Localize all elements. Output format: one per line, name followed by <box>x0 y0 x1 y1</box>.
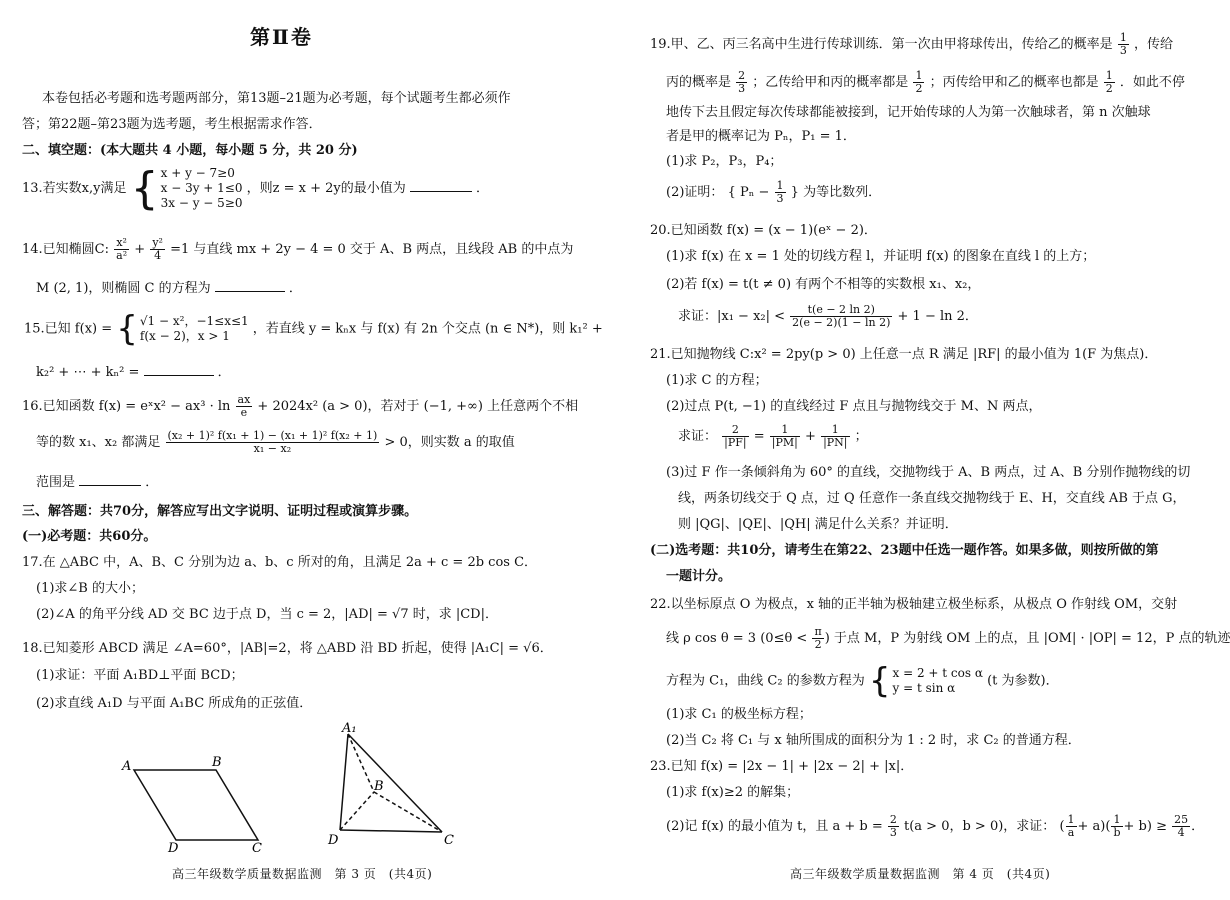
q22-range: 0≤θ < <box>765 631 808 647</box>
fraction <box>1104 70 1115 95</box>
denominator: 2 <box>915 82 923 96</box>
fraction <box>775 180 786 205</box>
numerator: t(e − 2 ln 2) <box>790 304 892 317</box>
q13-end: ． <box>476 181 490 196</box>
q15-line2-text: k₂² + ⋯ + kₙ² = <box>36 365 140 380</box>
fraction <box>888 814 899 839</box>
q16-line3-text: 范围是 <box>36 475 76 490</box>
rhombus-figure <box>110 752 280 856</box>
edge-d-b <box>340 792 374 830</box>
denominator: 4 <box>154 249 162 263</box>
right-paren: ) <box>1100 819 1106 835</box>
q15-suffix: ，若直线 y = kₙx 与 f(x) 有 2n 个交点 (n ∈ N*)，则 k₁² + <box>252 321 603 337</box>
elective-section-heading-line-2: 一题计分。 <box>666 569 732 584</box>
question-20: 20.已知函数 f(x) = (x − 1)(eˣ − 2)． <box>650 223 877 238</box>
brace-icon: { <box>130 162 159 214</box>
fraction <box>1118 32 1129 57</box>
fraction <box>722 424 748 449</box>
right-paren: ) <box>824 631 830 647</box>
q22-line3-start: 方程为 C₁，曲线 C₂ 的参数方程为 <box>666 673 865 689</box>
right-brace: } <box>790 185 799 201</box>
q13-constraint-2: x − 3y + 1≤0 <box>160 181 243 195</box>
q15-piecewise <box>116 309 249 349</box>
question-22-line-2 <box>666 626 1230 651</box>
rhombus-outline <box>134 770 258 840</box>
question-21-equation <box>678 424 868 449</box>
question-18-part-1: (1)求证：平面 A₁BD⊥平面 BCD； <box>36 668 244 683</box>
denominator: a <box>1067 826 1075 840</box>
numerator: (x₂ + 1)² f(x₁ + 1) − (x₁ + 1)² f(x₂ + 1) <box>167 429 378 442</box>
question-21-part-3-line-2: 线，两条切线交于 Q 点，过 Q 任意作一条直线交抛物线于 E、H，交直线 AB 于点 G， <box>678 491 1186 506</box>
question-19-part-1: (1)求 P₂，P₃，P₄； <box>666 154 783 169</box>
numerator: 1 <box>821 424 849 437</box>
fraction <box>1111 814 1122 839</box>
q13-prefix: 13.若实数x,y满足 <box>22 181 127 196</box>
question-23: 23.已知 f(x) = |2x − 1| + |2x − 2| + |x|． <box>650 759 914 774</box>
question-22-line-3 <box>666 661 1059 701</box>
fraction <box>913 70 924 95</box>
q19-line2-part-c: ；丙传给甲和乙的概率也都是 <box>929 75 1099 91</box>
vertex-label-b: B <box>212 755 222 770</box>
q22-line2-end: 于点 M，P 为射线 OM 上的点，且 |OM| · |OP| = 12，P 点的轨迹 <box>833 631 1230 647</box>
q19-line1-end: ，传给 <box>1133 37 1173 53</box>
elective-section-heading: (二)选考题：共10分，请考生在第22、23题中任选一题作答。如果多做，则按所做的第 <box>650 543 1159 558</box>
exam-page-4 <box>600 0 1230 900</box>
q23-part2-mid: t(a > 0，b > 0)，求证： <box>904 819 1056 835</box>
denominator: |PF| <box>724 436 747 450</box>
q15-case-2: f(x − 2)，x > 1 <box>139 329 230 343</box>
numerator: 1 <box>915 69 923 82</box>
q19-line1-start: 19.甲、乙、丙三名高中生进行传球训练．第一次由甲将球传出，传给乙的概率是 <box>650 37 1113 53</box>
numerator: 1 <box>1105 69 1113 82</box>
numerator: 2 <box>738 69 746 82</box>
fraction <box>1066 814 1077 839</box>
q15-prefix: 15.已知 f(x) = <box>24 321 113 337</box>
q16-line2-end: > 0，则实数 a 的取值 <box>384 435 515 451</box>
denominator: x₁ − x₂ <box>253 442 292 456</box>
question-13 <box>22 162 490 214</box>
left-paren: ( <box>760 631 766 647</box>
question-17-part-1: (1)求∠B 的大小； <box>36 581 144 596</box>
vertex-label-c: C <box>444 833 454 848</box>
q14-line2-text: M (2, 1)，则椭圆 C 的方程为 <box>36 281 211 296</box>
solution-section-heading: 三、解答题：共70分，解答应写出文字说明、证明过程或演算步骤。 <box>22 504 418 519</box>
question-19 <box>650 32 1173 57</box>
vertex-label-d: D <box>328 833 339 848</box>
q14-suffix: =1 与直线 mx + 2y − 4 = 0 交于 A、B 两点，且线段 AB 的中点为 <box>170 242 574 258</box>
fraction <box>821 424 849 449</box>
question-15 <box>24 309 603 349</box>
fraction <box>236 394 253 419</box>
equals-sign: = <box>753 429 765 445</box>
vertex-label-d: D <box>168 841 179 856</box>
numerator: y² <box>152 236 163 249</box>
question-21-part-2: (2)过点 P(t, −1) 的直线经过 F 点且与抛物线交于 M、N 两点， <box>666 399 1042 414</box>
question-16-line-2 <box>36 430 515 455</box>
question-16-line-3 <box>36 474 158 492</box>
left-paren: ( <box>1059 819 1065 835</box>
vertex-label-c: C <box>252 841 262 856</box>
question-22-part-1: (1)求 C₁ 的极坐标方程； <box>666 707 812 722</box>
vertex-label-b: B <box>374 779 384 794</box>
fraction <box>812 626 823 651</box>
edge-d-c <box>340 830 442 832</box>
q21-eq-label: 求证： <box>678 429 718 445</box>
question-14 <box>22 237 573 262</box>
denominator: 3 <box>776 192 784 206</box>
q20-ineq-end: + 1 − ln 2． <box>897 309 978 325</box>
fraction <box>1172 814 1190 839</box>
q22-param-x: x = 2 + t cos α <box>892 666 983 680</box>
denominator: |PN| <box>823 436 848 450</box>
intro-line-1: 本卷包括必考题和选考题两部分，第13题–21题为必考题，每个试题考生都必须作 <box>42 91 511 106</box>
question-23-part-2 <box>666 814 1204 839</box>
brace-icon: { <box>116 309 138 349</box>
vertex-label-a: A <box>122 759 132 774</box>
fraction <box>114 237 129 262</box>
question-21-part-3: (3)过 F 作一条倾斜角为 60° 的直线，交抛物线于 A、B 两点，过 A、B 分别作抛物线的切 <box>666 465 1191 480</box>
tetrahedron-figure <box>320 718 470 858</box>
q23-end: ． <box>1191 819 1205 835</box>
q22-param-y: y = t sin α <box>892 681 956 695</box>
denominator: e <box>240 406 248 420</box>
numerator: 1 <box>770 424 800 437</box>
question-20-part-1: (1)求 f(x) 在 x = 1 处的切线方程 l，并证明 f(x) 的图象在直线 l 的上方； <box>666 249 1096 264</box>
denominator: 3 <box>738 82 746 96</box>
q19-line2-part-b: ；乙传给甲和丙的概率都是 <box>752 75 909 91</box>
question-15-line-2 <box>36 364 231 382</box>
q16-line1-start: 16.已知函数 f(x) = eˣx² − ax³ · ln <box>22 399 231 415</box>
fraction <box>790 304 892 329</box>
q22-parametric-system <box>868 661 983 701</box>
q14-prefix: 14.已知椭圆C: <box>22 242 110 258</box>
geq-sign: ≥ <box>1156 819 1167 835</box>
edge-a1-b <box>348 734 374 792</box>
q20-ineq-start: 求证：|x₁ − x₂| < <box>678 309 786 325</box>
q23-term-a: + a <box>1077 819 1101 835</box>
q16-end: ． <box>145 475 159 490</box>
numerator: 1 <box>1111 814 1122 827</box>
denominator: 2(e − 2)(1 − ln 2) <box>792 316 891 330</box>
numerator: 2 <box>889 813 897 826</box>
q15-case-1: √1 − x²，−1≤x≤1 <box>139 314 249 328</box>
numerator: ax <box>237 393 251 406</box>
q19-line2-part-d: ．如此不停 <box>1119 75 1185 91</box>
question-20-inequality <box>678 304 978 329</box>
denominator: 4 <box>1177 826 1185 840</box>
brace-icon: { <box>868 661 891 701</box>
edge-a1-d <box>340 734 348 830</box>
numerator: π <box>814 625 822 638</box>
plus-sign: + <box>805 429 816 445</box>
denominator: 3 <box>1119 44 1127 58</box>
q14-end: ． <box>288 281 302 296</box>
page-footer: 高三年级数学质量数据监测 第 4 页 (共4页) <box>790 867 1051 881</box>
left-brace: { <box>727 185 736 201</box>
fill-in-section-heading: 二、填空题：(本大题共 4 小题，每小题 5 分，共 20 分) <box>22 143 358 158</box>
question-14-line-2 <box>36 280 302 298</box>
q13-constraint-3: 3x − y − 5≥0 <box>160 196 243 210</box>
denominator: a² <box>116 249 128 263</box>
right-paren: ) <box>1146 819 1152 835</box>
numerator: 2 <box>722 424 748 437</box>
question-21: 21.已知抛物线 C:x² = 2py(p > 0) 上任意一点 R 满足 |RF| 的最小值为 1(F 为焦点)． <box>650 347 1158 362</box>
question-22-part-2: (2)当 C₂ 将 C₁ 与 x 轴所围成的面积分为 1 : 2 时，求 C₂ 的普通方程． <box>666 733 1081 748</box>
intro-line-2: 答；第22题–第23题为选考题，考生根据需求作答． <box>22 117 322 132</box>
q19-part2-end: 为等比数列． <box>803 185 882 201</box>
answer-blank <box>215 281 285 292</box>
q23-term-b: + b <box>1123 819 1147 835</box>
q15-end: ． <box>217 365 231 380</box>
question-19-part-2 <box>666 180 881 205</box>
denominator: 2 <box>814 638 822 652</box>
answer-blank <box>410 181 472 192</box>
q13-suffix: ，则z = x + 2y的最小值为 <box>246 181 406 196</box>
fraction <box>150 237 165 262</box>
question-22: 22.以坐标原点 O 为极点，x 轴的正半轴为极轴建立极坐标系，从极点 O 作射线 OM，交射 <box>650 597 1178 612</box>
question-19-line-4: 者是甲的概率记为 Pₙ，P₁ = 1． <box>666 129 856 144</box>
vertex-label-a1: A₁ <box>342 721 357 736</box>
answer-blank <box>79 475 141 486</box>
denominator: b <box>1113 826 1121 840</box>
q22-line3-end: (t 为参数)． <box>987 673 1059 689</box>
question-18-part-2: (2)求直线 A₁D 与平面 A₁BC 所成角的正弦值． <box>36 696 313 711</box>
answer-blank <box>144 365 214 376</box>
denominator: 2 <box>1105 82 1113 96</box>
denominator: |PM| <box>771 436 798 450</box>
question-23-part-1: (1)求 f(x)≥2 的解集； <box>666 785 800 800</box>
numerator: 1 <box>1067 813 1075 826</box>
question-19-line-3: 地传下去且假定每次传球都能被接到，记开始传球的人为第一次触球者，第 n 次触球 <box>666 105 1151 120</box>
q19-line2-part-a: 丙的概率是 <box>666 75 732 91</box>
numerator: 1 <box>776 179 784 192</box>
plus-sign: + <box>134 242 146 258</box>
question-18: 18.已知菱形 ABCD 满足 ∠A=60°，|AB|=2，将 △ABD 沿 BD 折起，使得 |A₁C| = √6． <box>22 641 553 656</box>
denominator: 3 <box>889 826 897 840</box>
section-title: 第Ⅱ卷 <box>250 25 313 49</box>
q21-eq-end: ； <box>854 429 868 445</box>
question-20-part-2: (2)若 f(x) = t(t ≠ 0) 有两个不相等的实数根 x₁、x₂， <box>666 277 981 292</box>
numerator: 25 <box>1174 813 1189 826</box>
left-paren: ( <box>1105 819 1111 835</box>
question-21-part-3-line-3: 则 |QG|、|QE|、|QH| 满足什么关系？并证明． <box>678 517 958 532</box>
edge-a1-c <box>348 734 442 832</box>
edge-b-c <box>374 792 442 832</box>
q13-constraint-system <box>130 162 243 214</box>
q23-part2-start: (2)记 f(x) 的最小值为 t，且 a + b = <box>666 819 883 835</box>
fraction <box>736 70 747 95</box>
q13-constraint-1: x + y − 7≥0 <box>160 166 235 180</box>
fraction <box>770 424 800 449</box>
q16-line2-start: 等的数 x₁、x₂ 都满足 <box>36 435 161 451</box>
numerator: x² <box>114 237 129 250</box>
q19-part2-label: (2)证明： <box>666 185 724 201</box>
question-17: 17.在 △ABC 中，A、B、C 分别为边 a、b、c 所对的角，且满足 2a + c = 2b cos C． <box>22 555 538 570</box>
exam-page-3 <box>0 0 603 900</box>
question-19-line-2 <box>666 70 1185 95</box>
page-footer: 高三年级数学质量数据监测 第 3 页 (共4页) <box>172 867 433 881</box>
question-16 <box>22 394 578 419</box>
question-17-part-2: (2)∠A 的角平分线 AD 交 BC 边于点 D，当 c = 2，|AD| = √7 时，求 |CD|． <box>36 607 498 622</box>
q16-line1-end: + 2024x² (a > 0)，若对于 (−1, +∞) 上任意两个不相 <box>257 399 579 415</box>
fraction <box>166 430 380 455</box>
numerator: 1 <box>1119 31 1127 44</box>
q22-line2-start: 线 ρ cos θ = 3 <box>666 631 757 647</box>
question-21-part-1: (1)求 C 的方程； <box>666 373 768 388</box>
q19-part2-expr: Pₙ − <box>739 185 770 201</box>
required-subsection-heading: (一)必考题：共60分。 <box>22 529 157 544</box>
